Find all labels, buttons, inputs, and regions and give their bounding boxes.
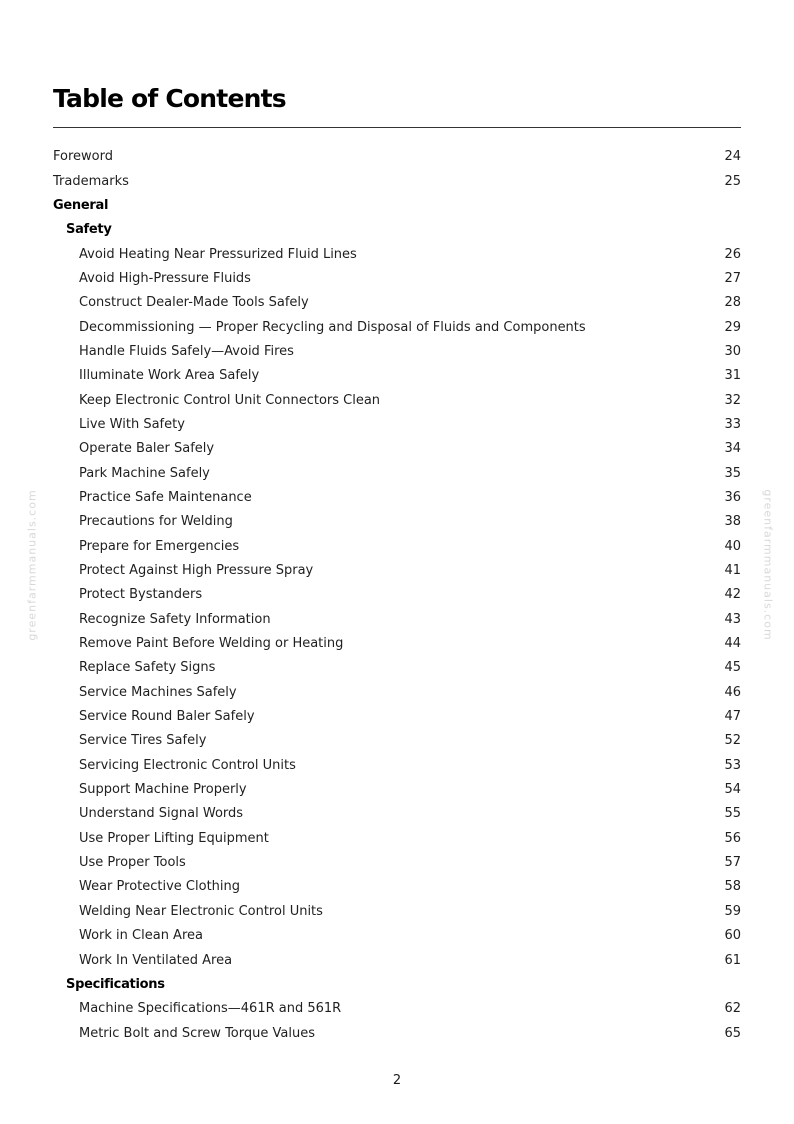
toc-entry-foreword[interactable] <box>53 145 741 169</box>
toc-entry[interactable] <box>53 461 741 485</box>
toc-entry-page: 65 <box>724 1025 741 1041</box>
toc-entry-text: Prepare for Emergencies <box>79 538 240 554</box>
toc-entry-page: 46 <box>724 684 741 700</box>
toc-entry-text: Avoid Heating Near Pressurized Fluid Lines <box>79 246 357 262</box>
toc-entry-page: 47 <box>724 709 741 725</box>
toc-entry[interactable] <box>53 510 741 534</box>
toc-entry-text: Trademarks <box>53 173 129 189</box>
toc-entry-page: 60 <box>724 928 741 944</box>
toc-entry-page: 36 <box>724 489 741 505</box>
toc-entry-page: 44 <box>724 636 741 652</box>
toc-entry-page: 56 <box>724 830 741 846</box>
toc-entry-text: Use Proper Lifting Equipment <box>79 830 269 846</box>
toc-entry-text: Replace Safety Signs <box>79 660 216 676</box>
toc-entry[interactable] <box>53 705 741 729</box>
toc-entry[interactable] <box>53 729 741 753</box>
toc-entry-text: Keep Electronic Control Unit Connectors Clean <box>79 392 381 408</box>
toc-entry-page: 61 <box>724 952 741 968</box>
toc-entry-text: Use Proper Tools <box>79 855 186 871</box>
toc-entry-page: 32 <box>724 392 741 408</box>
title-divider <box>53 127 741 128</box>
toc-entry-page: 43 <box>724 611 741 627</box>
toc-entry-trademarks[interactable] <box>53 169 741 193</box>
toc-entry-text: Machine Specifications—461R and 561R <box>79 1001 342 1017</box>
toc-subsection-heading: Specifications <box>66 976 165 992</box>
toc-entry-page: 58 <box>724 879 741 895</box>
toc-entry[interactable] <box>53 340 741 364</box>
toc-entry-page: 45 <box>724 660 741 676</box>
toc-entry-text: Avoid High-Pressure Fluids <box>79 270 251 286</box>
toc-entry-text: Park Machine Safely <box>79 465 210 481</box>
toc-entry-page: 52 <box>724 733 741 749</box>
toc-entry-text: Protect Against High Pressure Spray <box>79 563 314 579</box>
toc-entry-page: 41 <box>724 563 741 579</box>
toc-entry-text: Foreword <box>53 149 113 165</box>
toc-entry[interactable] <box>53 364 741 388</box>
watermark-right: greenfarmmanuals.com <box>761 489 775 641</box>
toc-entry[interactable] <box>53 583 741 607</box>
toc-entry-text: Operate Baler Safely <box>79 441 215 457</box>
page-number: 2 <box>392 1073 402 1088</box>
toc-entry-page: 24 <box>724 149 741 165</box>
toc-entry[interactable] <box>53 875 741 899</box>
toc-subsection-heading: Safety <box>66 222 112 238</box>
toc-entry-text: Remove Paint Before Welding or Heating <box>79 636 344 652</box>
toc-entry[interactable] <box>53 948 741 972</box>
toc-entry[interactable] <box>53 486 741 510</box>
toc-entry-text: Service Tires Safely <box>79 733 207 749</box>
toc-entry-page: 53 <box>724 757 741 773</box>
toc-entry-page: 40 <box>724 538 741 554</box>
toc-entry-text: Service Round Baler Safely <box>79 709 255 725</box>
toc-entry[interactable] <box>53 608 741 632</box>
toc-entry[interactable] <box>53 267 741 291</box>
toc-entry-page: 35 <box>724 465 741 481</box>
toc-entry-text: Recognize Safety Information <box>79 611 271 627</box>
toc-entry-text: Service Machines Safely <box>79 684 237 700</box>
toc-subsection-safety[interactable] <box>53 218 741 242</box>
toc-entry-page: 42 <box>724 587 741 603</box>
toc-entry-page: 31 <box>724 368 741 384</box>
toc-entry-text: Welding Near Electronic Control Units <box>79 903 323 919</box>
toc-entry[interactable] <box>53 388 741 412</box>
toc-entry[interactable] <box>53 900 741 924</box>
toc-entry[interactable] <box>53 681 741 705</box>
toc-entry[interactable] <box>53 802 741 826</box>
toc-entry-page: 28 <box>724 295 741 311</box>
toc-entry[interactable] <box>53 413 741 437</box>
toc-entry-text: Illuminate Work Area Safely <box>79 368 260 384</box>
toc-entry-text: Support Machine Properly <box>79 782 247 798</box>
toc-entry-text: Wear Protective Clothing <box>79 879 241 895</box>
toc-entry[interactable] <box>53 1021 741 1045</box>
toc-entry[interactable] <box>53 997 741 1021</box>
toc-entry-page: 29 <box>724 319 741 335</box>
toc-entry[interactable] <box>53 924 741 948</box>
toc-entry-text: Construct Dealer-Made Tools Safely <box>79 295 309 311</box>
toc-entry-text: Handle Fluids Safely—Avoid Fires <box>79 343 294 359</box>
toc-entry-text: Live With Safety <box>79 416 185 432</box>
page-title: Table of Contents <box>53 84 286 113</box>
toc-entry[interactable] <box>53 778 741 802</box>
toc-entry-text: Understand Signal Words <box>79 806 244 822</box>
toc-section-heading: General <box>53 197 109 213</box>
toc-entry[interactable] <box>53 632 741 656</box>
toc-entry[interactable] <box>53 437 741 461</box>
toc-entry-page: 62 <box>724 1001 741 1017</box>
toc-entry-page: 25 <box>724 173 741 189</box>
toc-entry-page: 59 <box>724 903 741 919</box>
toc-entry-page: 55 <box>724 806 741 822</box>
toc-section-general[interactable] <box>53 194 741 218</box>
toc-entry-page: 27 <box>724 270 741 286</box>
toc-entry[interactable] <box>53 242 741 266</box>
toc-entry[interactable] <box>53 754 741 778</box>
toc-entry[interactable] <box>53 827 741 851</box>
watermark-left: greenfarmmanuals.com <box>25 489 39 641</box>
toc-entry-text: Decommissioning — Proper Recycling and Disposal of Fluids and Components <box>79 319 586 335</box>
toc-entry-text: Practice Safe Maintenance <box>79 489 252 505</box>
toc-entry-page: 33 <box>724 416 741 432</box>
toc-entry-page: 34 <box>724 441 741 457</box>
toc-entry-page: 30 <box>724 343 741 359</box>
toc-entry-text: Work In Ventilated Area <box>79 952 233 968</box>
toc-entry[interactable] <box>53 291 741 315</box>
table-of-contents <box>53 145 741 1046</box>
toc-entry-page: 38 <box>724 514 741 530</box>
toc-subsection-specifications[interactable] <box>53 973 741 997</box>
toc-entry-text: Servicing Electronic Control Units <box>79 757 296 773</box>
toc-entry-text: Protect Bystanders <box>79 587 203 603</box>
toc-entry-page: 54 <box>724 782 741 798</box>
toc-entry[interactable] <box>53 559 741 583</box>
toc-entry-text: Work in Clean Area <box>79 928 203 944</box>
toc-entry[interactable] <box>53 656 741 680</box>
toc-entry-text: Metric Bolt and Screw Torque Values <box>79 1025 315 1041</box>
toc-entry[interactable] <box>53 315 741 339</box>
toc-entry-page: 57 <box>724 855 741 871</box>
toc-entry-text: Precautions for Welding <box>79 514 233 530</box>
toc-entry[interactable] <box>53 535 741 559</box>
toc-entry-page: 26 <box>724 246 741 262</box>
toc-entry[interactable] <box>53 851 741 875</box>
